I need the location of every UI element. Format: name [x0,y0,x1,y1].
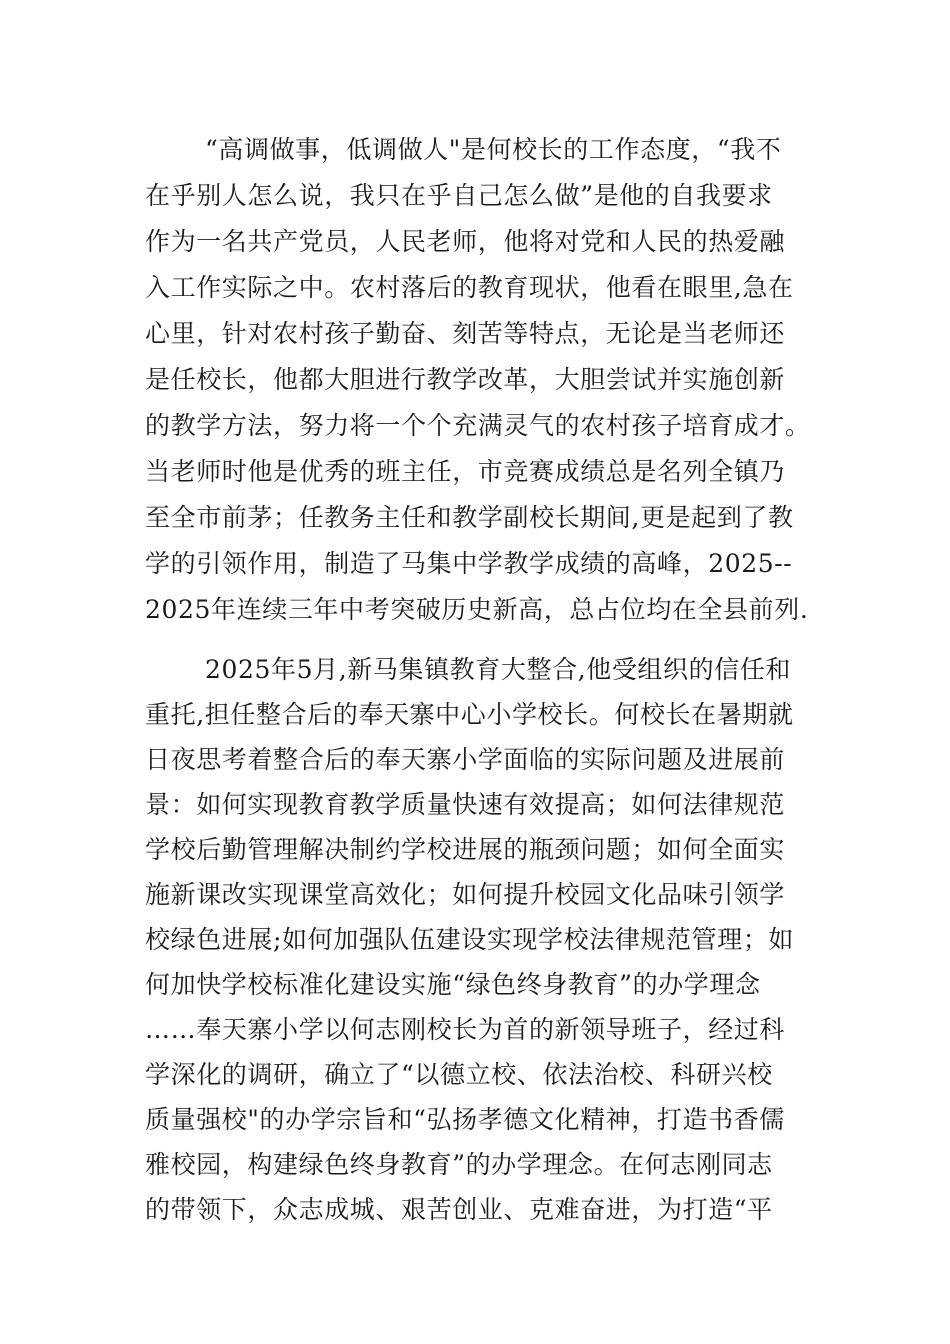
text-line: 景：如何实现教育教学质量快速有效提高；如何法律规范 [145,790,786,819]
text-line: 当老师时他是优秀的班主任，市竞赛成绩总是名列全镇乃 [145,457,786,486]
text-line: 施新课改实现课堂高效化；如何提升校园文化品味引领学 [145,880,786,909]
text-line: 的教学方法，努力将一个个充满灵气的农村孩子培育成才。 [145,411,811,440]
text-line: ……奉天寨小学以何志刚校长为首的新领导班子，经过科 [145,1015,786,1044]
text-line: 质量强校"的办学宗旨和“弘扬孝德文化精神，打造书香儒 [145,1105,785,1134]
text-line: 在乎别人怎么说，我只在乎自己怎么做”是他的自我要求 [145,181,773,210]
text-line: 学深化的调研，确立了“以德立校、依法治校、科研兴校 [145,1060,773,1089]
text-line: 至全市前茅；任教务主任和教学副校长期间,更是起到了教 [145,503,794,532]
text-line: 何加快学校标准化建设实施“绿色终身教育”的办学理念 [145,970,761,999]
text-line: 的带领下，众志成城、艰苦创业、克难奋进，为打造“平 [145,1195,773,1224]
text-line: 雅校园，构建绿色终身教育”的办学理念。在何志刚同志 [145,1150,773,1179]
text-line: 是任校长，他都大胆进行教学改革，大胆尝试并实施创新 [145,365,786,394]
text-line: 2025年连续三年中考突破历史新高，总占位均在全县前列. [145,595,809,624]
text-line: 学校后勤管理解决制约学校进展的瓶颈问题；如何全面实 [145,835,786,864]
text-line: “高调做事，低调做人"是何校长的工作态度，“我不 [205,135,782,164]
text-line: 校绿色进展;如何加强队伍建设实现学校法律规范管理；如 [145,925,795,954]
text-line: 重托,担任整合后的奉天寨中心小学校长。何校长在暑期就 [145,700,794,729]
text-line: 2025年5月,新马集镇教育大整合,他受组织的信任和 [205,655,792,684]
text-line: 学的引领作用，制造了马集中学教学成绩的高峰，2025-- [145,549,793,578]
text-line: 入工作实际之中。农村落后的教育现状，他看在眼里,急在 [145,273,794,302]
text-line: 心里，针对农村孩子勤奋、刻苦等特点，无论是当老师还 [145,319,786,348]
text-line: 作为一名共产党员，人民老师，他将对党和人民的热爱融 [145,227,786,256]
text-line: 日夜思考着整合后的奉天寨小学面临的实际问题及进展前 [145,745,786,774]
